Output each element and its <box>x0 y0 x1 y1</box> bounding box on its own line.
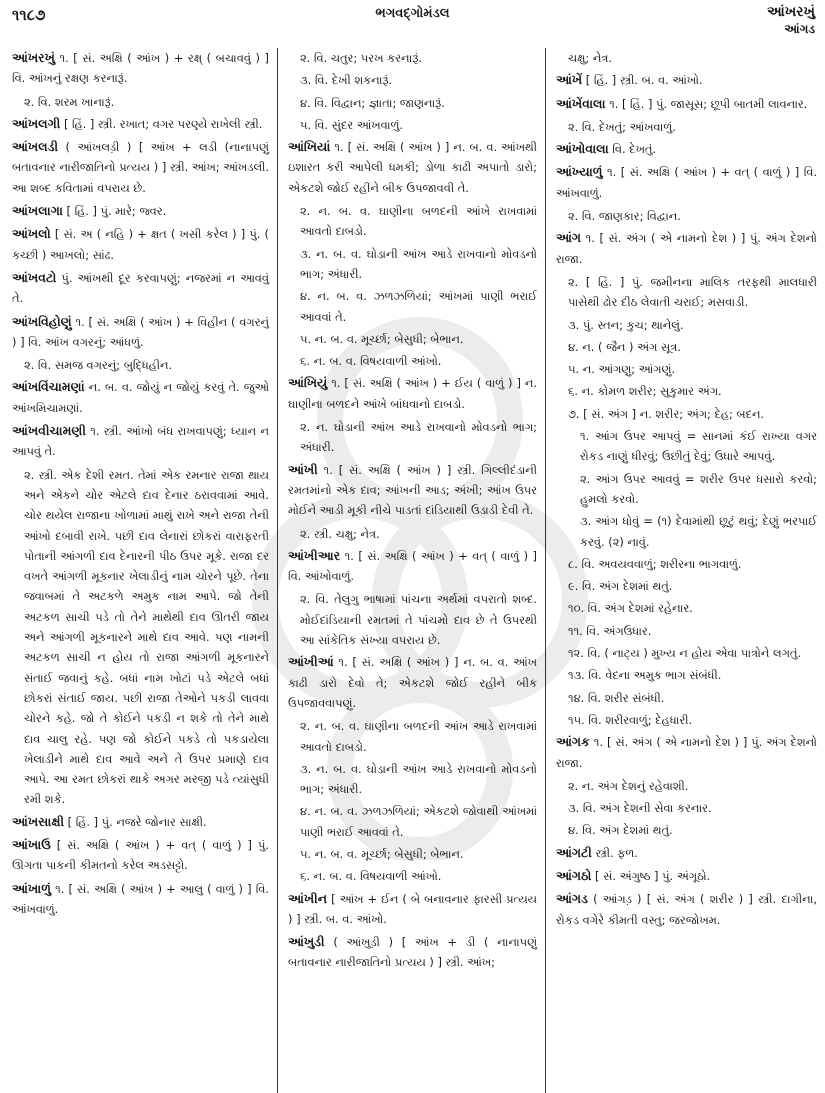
headword: આંગક <box>556 734 590 750</box>
definition: પું. આંખથી દૂર કરવાપણું; નજરમાં ન આવવું તે. <box>12 270 269 306</box>
definition: ૧. [ સં. અક્ષિ ( આંખ ) ] ન. બ. વ. આંખ કાઢી ડારો દેવો તે; એકટશે જોઈ રહીને બીક ઉપજાવવાપણું. <box>288 655 537 710</box>
dictionary-entry <box>556 843 817 863</box>
headword: આંખોવાલા <box>556 141 609 157</box>
headword: આંખીઆર <box>288 547 341 563</box>
numbered-sense: ૩. વિ. અંગ દેશની સેવા કરનાર. <box>568 801 712 816</box>
headword: આંખવટો <box>12 269 57 285</box>
numbered-sense: ૧૪. વિ. શરીર સંબંધી. <box>568 690 665 705</box>
numbered-sense: ૯. વિ. અંગ દેશમાં થતું. <box>568 579 673 594</box>
idiom-subsense: ૨. આંગ ઉપર આવવું = શરીર ઉપર ધસારો કરવો; હુમલો કરવો. <box>580 471 817 506</box>
numbered-sense: ૧૫. વિ. શરીરવાળું; દેહધારી. <box>568 712 693 727</box>
running-title: ભગવદ્ગોમંડલ <box>375 6 450 21</box>
definition: ૧. [ સં. અક્ષિ ( આંખ ) + વત્ ( વાળું ) ] વિ. આંખોવાળું. <box>288 548 537 584</box>
definition: [ હિં. ] સ્ત્રી. બ. વ. આંખો. <box>582 73 703 88</box>
numbered-sense: ૩. પું. સ્તન; કુચ; થાનેલું. <box>568 317 684 332</box>
headword: આંખલગી <box>12 115 61 131</box>
dictionary-entry <box>288 889 537 930</box>
numbered-sense: ૪. ન. ( જૈન ) અંગ સૂત્ર. <box>568 339 681 354</box>
definition: ( આંખુડ઼ી ) [ આંખ + ડી ( નાનાપણું બતાવનાર નારીજાતિનો પ્રત્યય ) ] સ્ત્રી. આંખ; <box>288 935 537 970</box>
guide-word-first: આંખરખું <box>766 4 815 20</box>
definition: ૧. [ સં. અક્ષિ ( આંખ ) + ઈય ( વાળું ) ] ન. ઘાણીના બળદને આંખે બાંધવાનો દાબડો. <box>288 376 537 411</box>
numbered-sense: ૮. વિ. અવયવવાળું; શરીરના ભાગવાળું. <box>568 556 742 571</box>
dictionary-entry <box>556 162 817 203</box>
dictionary-entry <box>556 94 817 114</box>
headword: આંખલાગા <box>12 203 63 219</box>
dictionary-entry <box>288 652 537 713</box>
headword: આંગટી <box>556 844 592 860</box>
numbered-sense: ૧૩. વિ. વેદના અમુક ભાગ સંબંધી. <box>568 668 722 683</box>
numbered-sense: ૪. ન. બ. વ. ઝળઝળિયાં; આંખમાં પાણી ભરાઈ આવવાં તે. <box>300 289 537 324</box>
numbered-sense: ૭. [ સં. અંગ ] ન. શરીર; અંગ; દેહ; બદન. <box>568 406 765 421</box>
numbered-sense: ૧૧. વિ. અંગઉધાર. <box>568 623 652 638</box>
definition: [ હિં. ] પું. મારે; જ્વર. <box>62 204 167 219</box>
numbered-sense: ૫. ન. બ. વ. મૂર્ચ્છા; બેસુધી; બેભાન. <box>300 331 464 346</box>
dictionary-entry <box>12 48 269 89</box>
definition: સ્ત્રી. ફળ. <box>591 845 638 860</box>
definition: [ સં. અંગુષ્ઠ ] પું. અંગૂઠો. <box>591 868 711 883</box>
headword: આંગડ <box>556 891 588 907</box>
dictionary-entry <box>288 546 537 587</box>
headword: આંખી <box>288 461 318 477</box>
headword: આંખ્યાળું <box>556 164 603 180</box>
numbered-sense: ૫. વિ. સુંદર આંખવાળું. <box>300 117 403 132</box>
dictionary-entry <box>288 137 537 198</box>
page-header <box>0 0 825 44</box>
headword: આંખેં <box>556 72 583 88</box>
headword: આંખલો <box>12 226 51 242</box>
dictionary-entry <box>12 421 269 462</box>
headword: આંખિયાં <box>288 139 331 155</box>
numbered-sense: ૧૦. વિ. અંગ દેશમાં રહેનાર. <box>568 601 693 616</box>
definition: ( આંગડ઼ ) [ સં. અંગ ( શરીર ) ] સ્ત્રી. દાગીના, રોકડ વગેરે કીમતી વસ્તુ; જરજોખમ. <box>556 892 817 927</box>
dictionary-entry <box>556 732 817 773</box>
definition: ૧. [ સં. અક્ષિ ( આંખ ) + આલુ ( વાળું ) ] વિ. આંખવાળું. <box>12 881 269 916</box>
guide-word-last: આંગડ <box>784 22 815 36</box>
numbered-sense: ૪. વિ. વિદ્વાન; જ્ઞાતા; જાણનારૂં. <box>300 95 445 110</box>
page-number: ૧૧૮૭ <box>12 6 46 24</box>
dictionary-entry <box>556 139 817 159</box>
headword: આંખેંવાલા <box>556 95 606 111</box>
numbered-sense: ૨. વિ. શરમ ખાનારૂં. <box>24 94 115 109</box>
numbered-sense: ૨. વિ. તેલુગુ ભાષામાં પાંચના અર્થમાં વપરાતો શબ્દ. મોઈદાંડિયાની રમતમાં તે પાંચમો દાવ છે તે ઉપરથી આ સાંકેતિક સંખ્યા વપરાય છે. <box>300 592 537 648</box>
idiom-subsense: ૧. આંગ ઉપર આપવું = સાનમાં કંઈ રાખ્યા વગર રોકડ નાણું ધીરવું; ઉછીતું દેવું; ઉધારે આપવું. <box>580 429 817 464</box>
dictionary-entry <box>288 932 537 973</box>
numbered-sense: ૫. ન. બ. વ. મૂર્ચ્છા; બેસુધી; બેભાન. <box>300 846 464 861</box>
numbered-sense: ૧૨. વિ. ( નાટ્ય ) મુખ્ય ન હોય એવા પાત્રોને લગતું. <box>568 646 802 661</box>
headword: આંખલડી <box>12 139 59 155</box>
dictionary-entry <box>556 70 817 90</box>
numbered-sense: ૬. ન. કોમળ શરીર; સુકુમાર અંગ. <box>568 384 722 399</box>
numbered-sense: ૨. વિ. દેખતું; આંખવાળું. <box>568 119 676 134</box>
numbered-sense: ૨. વિ. સમજ વગરનું; બુદ્ધિહીન. <box>24 358 173 373</box>
headword: આંખુડી <box>288 934 325 950</box>
numbered-sense: ૨. ન. ઘોડાની આંખ આડે રાખવાનો મોવડનો ભાગ; અંધારી. <box>300 420 537 455</box>
definition: ૧. સ્ત્રી. આંખો બંધ રાખવાપણું; ધ્યાન ન આપવું તે. <box>12 424 269 459</box>
headword: આંખિયું <box>288 375 328 391</box>
numbered-sense: ૬. ન. બ. વ. વિષયવાળી આંખો. <box>300 354 442 369</box>
headword: આંખવિહોણું <box>12 313 72 329</box>
definition: ( આંખલડ઼ી ) [ આંખ + લડી (નાનાપણું બતાવનાર નારીજાતિનો પ્રત્યય ) ] સ્ત્રી. આંખ; આંખડલી. આ શબ્દ કવિતામાં વપરાય છે. <box>12 140 269 195</box>
numbered-sense: ૪. ન. બ. વ. ઝળઝળિયાં; એકટશે જોવાથી આંખમાં પાણી ભરાઈ આવવાં તે. <box>300 804 537 839</box>
definition: ૧. [ સં. અક્ષિ ( આંખ ) ] સ્ત્રી. ગિલ્લીદંડાની રમતમાંનો એક દાવ; આંખની આડ; અંખી; આંખ ઉપર મોઈને આડી મૂકી નીચે પાડતાં દાંડિયાથી ઉડાડી દેવી તે. <box>288 462 537 518</box>
column-3 <box>546 48 825 1093</box>
definition-continuation: ચક્ષુ; નેત્ર. <box>568 51 612 65</box>
headword: આંખવીચામણી <box>12 423 86 439</box>
headword: આંખસાક્ષી <box>12 813 65 829</box>
dictionary-columns <box>0 48 825 1093</box>
headword: આંખીઆં <box>288 654 334 670</box>
headword: આંખાઉ <box>12 836 51 852</box>
definition: ન. બ. વ. જોયું ન જોયું કરવું તે. જુઓ આંખમિચામણાં. <box>12 380 269 415</box>
definition: [ હિં. ] સ્ત્રી. રખાત; વગર પરણ્યે રાખેલી સ્ત્રી. <box>60 116 263 131</box>
numbered-sense: ૨. ન. બ. વ. ઘાણીના બળદની આંખે રાખવામાં આવતો દાબડો. <box>300 204 537 239</box>
dictionary-entry <box>12 201 269 221</box>
definition: ૧. [ સં. અંગ ( એ નામનો દેશ ) ] પું. અંગ દેશનો રાજા. <box>556 231 817 266</box>
definition: ૧. [ સં. અક્ષિ ( આંખ ) + રક્ષ્ ( બચાવવું ) ] વિ. આંખનું રક્ષણ કરનારૂં. <box>12 51 269 86</box>
definition: [ આંખ + ઈન ( બે બનાવનાર ફારસી પ્રત્યય ) ] સ્ત્રી. બ. વ. આંખો. <box>288 891 537 926</box>
dictionary-entry <box>12 114 269 134</box>
numbered-sense: ૨. સ્ત્રી. એક દેશી રમત. તેમાં એક રમનાર રાજા થાય અને એકને ચોર એટલે દાવ દેનાર ઠરાવવામાં આવે. ચોર થયેલ રાજાના ખોળામાં માથું રાખે અને રાજા તેની આંખો દબાવી રાખે. પછી દાવ લેનારાં છોકરાં વારાફરતી પોતાની આંગળી દાવ દેનારની પીઠ ઉપર મૂકે. રાજા દર વખતે આંગળી મૂકનાર ખેલાડીનું નામ ચોરને પૂછે. તેના જવાબમાં તે અટકળે અમુક નામ આપે. જો તેની અટકળ સાચી પડે તો તેને માથેથી દાવ ઊતરી જાય અને આંગળી મૂકનારને માથે દાવ આવે. પણ નામની અટકળ સાચી ન હોય તો રાજા આંગળી મૂકનારને સંતાઈ જવાનું કહે. બધાં નામ ખોટાં પડે એટલે બધાં છોકરાં સંતાઈ જાય. પછી રાજા તેઓને પકડી લાવવા ચોરને કહે. જો તે કોઈને પકડી ન શકે તો તેને માથે દાવ ચાલુ રહે. પણ જો કોઈને પકડે તો પકડાયેલા ખેલાડીને માથે દાવ આવે અને તે ઉપર પ્રમાણે દાવ આપે. આ રમત છોકરાં થાકે અગર મરજી પડે ત્યાંસુધી રમી શકે. <box>24 467 269 807</box>
numbered-sense: ૨. [ હિં. ] પું. જમીનના માલિક તરફથી માલધારી પાસેથી ઢોર દીઠ લેવાતી ચરાઈ; મસવાડી. <box>568 274 817 310</box>
numbered-sense: ૩. ન. બ. વ. ઘોડાની આંખ આડે રાખવાનો મોવડનો ભાગ; અંધારી. <box>300 246 537 281</box>
dictionary-entry <box>556 889 817 930</box>
dictionary-entry <box>288 460 537 521</box>
definition: [ સં. અ ( નહિ ) + ક્ષત ( ખસી કરેલ ) ] પું. ( કચ્છી ) આખલો; સાંઢ. <box>12 227 269 262</box>
dictionary-entry <box>12 835 269 876</box>
headword: આંગઠો <box>556 867 592 883</box>
definition: [ હિં. ] પું. નજરે જોનાર સાક્ષી. <box>64 814 207 829</box>
dictionary-entry <box>556 228 817 269</box>
headword: આંખરખું <box>12 50 55 65</box>
dictionary-entry <box>12 312 269 353</box>
definition: ૧. [ સં. અક્ષિ ( આંખ ) + વિહીન ( વગરનું ) ] વિ. આંખ વગરનું; આંધળું. <box>12 314 269 349</box>
numbered-sense: ૫. ન. આંગણુ; આંગણું. <box>568 362 676 377</box>
headword: આંખીન <box>288 890 328 906</box>
dictionary-entry <box>12 137 269 198</box>
dictionary-entry <box>12 268 269 309</box>
numbered-sense: ૨. ન. બ. વ. ઘાણીના બળદની આંખ આડે રાખવામાં આવતો દાબડો. <box>300 719 537 754</box>
definition: ૧. [ સં. અક્ષિ ( આંખ ) ] ન. બ. વ. આંખથી ઇશારત કરી આપેલી ધમકી; ડોળા કાઢી અપાતો ડારો; એકટશે જોઈ રહીને બીક ઉપજાવવી તે. <box>288 140 537 195</box>
definition: વિ. દેખતું. <box>608 142 657 157</box>
numbered-sense: ૩. ન. બ. વ. ઘોડાની આંખ આડે રાખવાનો મોવડનો ભાગ; અંધારી. <box>300 761 537 797</box>
headword: આંખાળું <box>12 880 51 896</box>
dictionary-entry <box>12 224 269 265</box>
definition: ૧. [ સં. અક્ષિ ( આંખ ) + વત્ ( વાળું ) ] વિ. આંખવાળું. <box>556 165 817 200</box>
column-2 <box>278 48 546 1093</box>
dictionary-entry <box>12 377 269 418</box>
idiom-subsense: ૩. આંગ ધોવું = (૧) દેવામાંથી છૂટું થવું; દેણું ભરપાઈ કરવું. (૨) નાવું. <box>580 514 817 549</box>
dictionary-entry <box>288 373 537 414</box>
headword: આંખવિંચામણાં <box>12 379 85 395</box>
definition: ૧. [ સં. અંગ ( એ નામનો દેશ ) ] પું. અંગ દેશનો રાજા. <box>556 735 817 770</box>
column-1 <box>0 48 278 1093</box>
numbered-sense: ૨. ન. અંગ દેશનું રહેવાશી. <box>568 778 689 793</box>
dictionary-entry <box>12 879 269 920</box>
definition: [ સં. અક્ષિ ( આંખ ) + વત્ ( વાળું ) ] પું. ઊગતા પાકની કીમતનો કરેલ અડસટ્ટો. <box>12 837 269 873</box>
numbered-sense: ૨. વિ. જાણકાર; વિદ્વાન. <box>568 209 681 224</box>
numbered-sense: ૬. ન. બ. વ. વિષયવાળી આંખો. <box>300 869 442 884</box>
numbered-sense: ૩. વિ. દેખી શકનારૂં. <box>300 73 393 88</box>
numbered-sense: ૨. વિ. ચતુર; પરખ કરનારૂં. <box>300 51 423 65</box>
dictionary-entry <box>12 812 269 832</box>
dictionary-entry <box>556 866 817 886</box>
definition: ૧. [ હિં. ] પું. જાસૂસ; છૂપી બાતમી લાવનાર. <box>605 96 808 111</box>
numbered-sense: ૪. વિ. અંગ દેશમાં થતું. <box>568 823 673 838</box>
numbered-sense: ૨. સ્ત્રી. ચક્ષુ; નેત્ર. <box>300 526 380 541</box>
headword: આંગ <box>556 230 582 246</box>
